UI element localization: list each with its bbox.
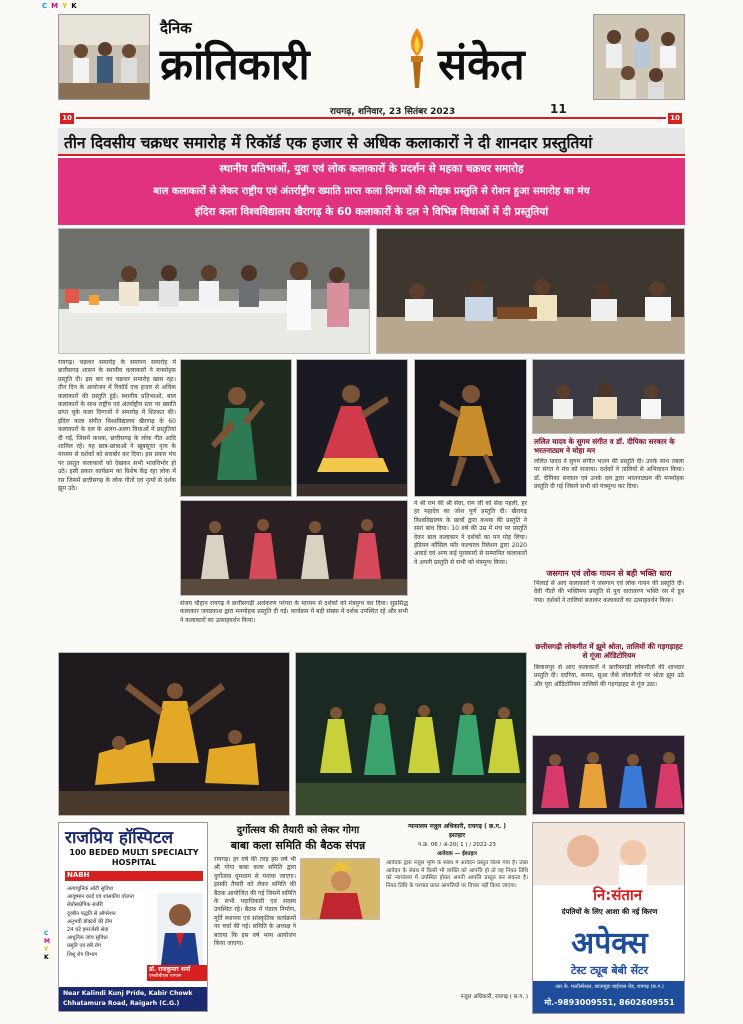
notice-party: आवेदक — ईश्तहार (437, 851, 477, 857)
article-column-2: संजय चौहान रायगढ़ ने छत्तीसगढ़ी अलंकरण परंपरा के माध्यम से दर्शकों को मंत्रमुग्ध कर दिया। सुप्रसिद्ध कलाकार जयप्रकाश द्वारा मनमोहक प्रस्तुति दी गई। कार्यक्रम में बड़ी संख्या में दर्शक उपस्थित रहे और सभी ने कलाकारों का उत्साहवर्धन किया। (180, 600, 408, 624)
service-item: लेप्रोस्कोपिक सर्जरी (67, 902, 103, 909)
sidebar-text-2: भिलाई से आए कलाकारों ने जसगान एवं लोक गायन की प्रस्तुति दी। देवी गीतों की भक्तिमय प्रस्तुति से पूरा वातावरण भक्ति रस में डूब गया। दर्शकों ने तालियां बजाकर कलाकारों का उत्साहवर्धन किया। (534, 580, 684, 604)
apex-subtitle: टेस्ट ट्यूब बेबी सेंटर (570, 964, 649, 977)
sidebar-heading-2: जसगान एवं लोक गायन से बही भक्ति धारा (546, 569, 672, 578)
doctor-photo (157, 893, 203, 969)
page-badge-right: 10 (668, 113, 682, 124)
service-item: आयुष्मान कार्ड एवं शासकीय योजना (67, 894, 134, 901)
photo-kathak-group (58, 652, 290, 816)
masthead-title-left: क्रांतिकारी (160, 40, 309, 90)
doctor-title: एमबीबीएस एमएस (149, 974, 182, 979)
service-item: अत्याधुनिक ओटी सुविधा (67, 886, 114, 892)
photo-dancer-3 (414, 359, 527, 497)
apex-baby-photo (533, 823, 685, 889)
photo-folk-group (295, 652, 527, 816)
cmyk-side-marks: C M Y K (44, 930, 50, 961)
hospital-services (67, 885, 157, 959)
doctor-name: डॉ. राजकुमार शर्मा (149, 966, 191, 973)
masthead-rule (76, 117, 666, 119)
apex-tag-1: नि:संतान (593, 886, 643, 904)
masthead-photo-right (593, 14, 685, 100)
photo-dance-troupe (180, 500, 408, 596)
banner-line-3: इंदिरा कला विश्वविद्यालय खैरागढ़ के 60 कलाकारों के दल ने विभिन्न विधाओं में दी प्रस्तुतियां (194, 206, 549, 218)
apex-ad[interactable] (532, 822, 685, 1014)
service-item: शिशु रोग विभाग (67, 951, 98, 958)
masthead-title-right: संकेत (438, 40, 525, 90)
sidebar-heading-3: छत्तीसगढ़ी लोकगीत में झूमे श्रोता, तालियों की गड़गड़ाहट से गूंजा ऑडिटोरियम (535, 642, 683, 660)
article-column-3: ने श्री राम की श्री सेवा, राम जी को सेवा पहली, हर हर महादेव का जोश पूर्ण प्रस्तुति दी। खैरागढ़ विश्वविद्यालय के छात्रों द्वारा कथक की प्रस्तुति ने समां बांध दिया। 10 वर्ष की उम्र में मंच पर प्रस्तुति देकर बाल कलाकार ने दर्शकों का मन मोह लिया। इंडियन कौंसिल फॉर कल्चरल रिलेशन द्वारा 2020 अवार्ड एवं अन्य कई पुरस्कारों से सम्मानित कलाकारों ने अपनी प्रस्तुति से सभी को मंत्रमुग्ध किया। (414, 500, 527, 566)
hospital-ad[interactable] (58, 822, 208, 1012)
cmyk-marks: CMYK (42, 2, 81, 10)
court-notice (386, 822, 528, 1014)
service-item: अनुभवी डॉक्टरों की टीम (67, 918, 113, 925)
service-item: आधुनिक जांच सुविधा (67, 935, 108, 942)
durga-subheading: बाबा कला समिति की बैठक संपन्न (230, 839, 366, 852)
notice-header-2: इश्तहार (448, 832, 466, 839)
photo-dignitaries (58, 228, 370, 354)
photo-dancer-2 (296, 359, 408, 497)
article-column-1: रायगढ़। चक्रधर समारोह के समापन समारोह में छत्तीसगढ़ शासन के स्थानीय कलाकारों ने मनमोहक प्रस्तुति दी। इस बार का चक्रधर समारोह खास रहा। तीन दिन के आयोजन में रिकॉर्ड एक हजार से अधिक कलाकारों की प्रस्तुति हुई। स्थानीय प्रतिभाओं, बाल कलाकारों के साथ राष्ट्रीय एवं अंतर्राष्ट्रीय स्तर पर ख्याति प्राप्त चुके कला दिग्गजों ने समारोह में शिरकत की। इंदिरा कला संगीत विश्वविद्यालय खैरागढ़ के 60 कलाकारों के दल के अलग-अलग विधाओं में प्रस्तुतियां दी गईं, जिसमें कथक, छत्तीसगढ़ के लोक गीत आदि शामिल रहे। यह छात्र-छात्राओं ने खूबसूरत नृत्य के माध्यम से दर्शकों को सराबोर कर दिया। इस प्रकार मंच पर प्रस्तुत कलाकारों को देखकर सभी भावविभोर हो उठे। इसी प्रकार कार्यक्रम का विशेष केंद्र रहा लोक में रस जिसमें छत्तीसगढ़ के लोक गीतों एवं नृत्यों से दर्शक झूम उठे। (58, 359, 176, 493)
page-number: 11 (550, 102, 567, 116)
main-headline: तीन दिवसीय चक्रधर समारोह में रिकॉर्ड एक हजार से अधिक कलाकारों ने दी शानदार प्रस्तुतियां (64, 134, 593, 152)
photo-musicians (376, 228, 685, 354)
service-item: 24 घंटे इमरजेंसी सेवा (67, 927, 109, 934)
apex-phone: मो.-9893009551, 8602609551 (544, 998, 675, 1007)
photo-lalit-yadav (532, 359, 685, 434)
page-badge-left: 10 (60, 113, 74, 124)
notice-signature: नज़ूल अधिकारी, रायगढ़ ( छ.ग. ) (460, 994, 528, 1000)
apex-tag-2: दंपतियों के लिए आशा की नई किरण (561, 907, 658, 916)
masthead-photo-left (58, 14, 150, 100)
durga-heading: दुर्गोत्सव की तैयारी को लेकर गोगा (236, 825, 360, 836)
notice-header-1: न्यायालय नज़ूल अधिकारी, रायगढ़ ( छ.ग. ) (408, 823, 506, 830)
hospital-address-2: Chhatamura Road, Raigarh (C.G.) (63, 1000, 180, 1007)
dateline: रायगढ़, शनिवार, 23 सितंबर 2023 (330, 107, 456, 117)
masthead-prefix: दैनिक (160, 19, 192, 37)
banner-line-2: बाल कलाकारों से लेकर राष्ट्रीय एवं अंतर्राष्ट्रीय ख्याति प्राप्त कला दिग्गजों की मोहक प्रस्तुति से रोशन हुआ समारोह का मंच (153, 186, 590, 197)
photo-dancer-1 (180, 359, 292, 497)
nabh-badge: NABH (67, 871, 90, 879)
hospital-subtitle: 100 BEDED MULTI SPECIALTY HOSPITAL (69, 848, 199, 867)
banner-line-1: स्थानीय प्रतिभाओं, युवा एवं लोक कलाकारों के प्रदर्शन से महका चक्रधर समारोह (219, 163, 524, 175)
sidebar-text-3: बिलासपुर से आए कलाकारों ने छत्तीसगढ़ी लोकगीतों की शानदार प्रस्तुति दी। ददरिया, करमा, सुआ जैसे लोकगीतों पर श्रोता झूम उठे और पूरा ऑडिटोरियम तालियों की गड़गड़ाहट से गूंज उठा। (534, 664, 684, 688)
notice-case: प.क्र. 06 / अ-20( 1 ) / 2022-23 (418, 842, 496, 848)
hospital-name: राजप्रिय हॉस्पिटल (65, 828, 174, 848)
apex-name: अपेक्स (571, 926, 648, 961)
sidebar-text-1: ललित यादव ने सुगम संगीत भजन की प्रस्तुति दी। उनके साथ तबला पर संगत ने मंच को सजाया। दर्शकों ने तालियों से अभिवादन किया। डॉ. दीपिका सरकार एवं उनके दल द्वारा भरतनाट्यम की मनमोहक प्रस्तुति दी गई जिसने सभी को मंत्रमुग्ध कर दिया। (534, 458, 684, 491)
hospital-address-1: Near Kalindi Kunj Pride, Kabir Chowk (63, 990, 193, 997)
service-item: दूरबीन पद्धति से ऑपरेशन (67, 910, 116, 917)
torch-logo (400, 26, 434, 94)
service-item: प्रसूति एवं स्त्री रोग (67, 943, 102, 950)
sidebar-caption-1: ललित यादव के सुगम संगीत व डॉ. दीपिका सरकार के भरतनाट्यम ने मोहा मन (534, 437, 675, 455)
photo-folk-performers (532, 735, 685, 815)
notice-text: आवेदक द्वारा नज़ूल भूमि के संबंध में आवेदन प्रस्तुत किया गया है। उक्त आवेदन के संबंध में किसी भी व्यक्ति को आपत्ति हो तो वह नियत तिथि को न्यायालय में उपस्थित होकर अपनी आपत्ति प्रस्तुत कर सकता है। नियत तिथि के पश्चात प्राप्त आपत्तियों पर विचार नहीं किया जाएगा। (386, 860, 528, 889)
apex-address: आर.के. मल्टीस्पेशल, छातामुड़ा बाईपास रोड, रायगढ़ (छ.ग.) (555, 984, 664, 990)
durga-text: रायगढ़। हर वर्ष की तरह इस वर्ष भी श्री गोगा बाबा कला समिति द्वारा दुर्गोत्सव धूमधाम से मनाया जाएगा। इसकी तैयारी को लेकर समिति की बैठक आयोजित की गई जिसमें समिति के सभी पदाधिकारी एवं सदस्य उपस्थित रहे। बैठक में पंडाल निर्माण, मूर्ति स्थापना एवं सांस्कृतिक कार्यक्रमों पर चर्चा की गई। समिति के अध्यक्ष ने बताया कि इस वर्ष भव्य आयोजन किया जाएगा। (214, 856, 296, 948)
photo-goddess (300, 858, 380, 920)
